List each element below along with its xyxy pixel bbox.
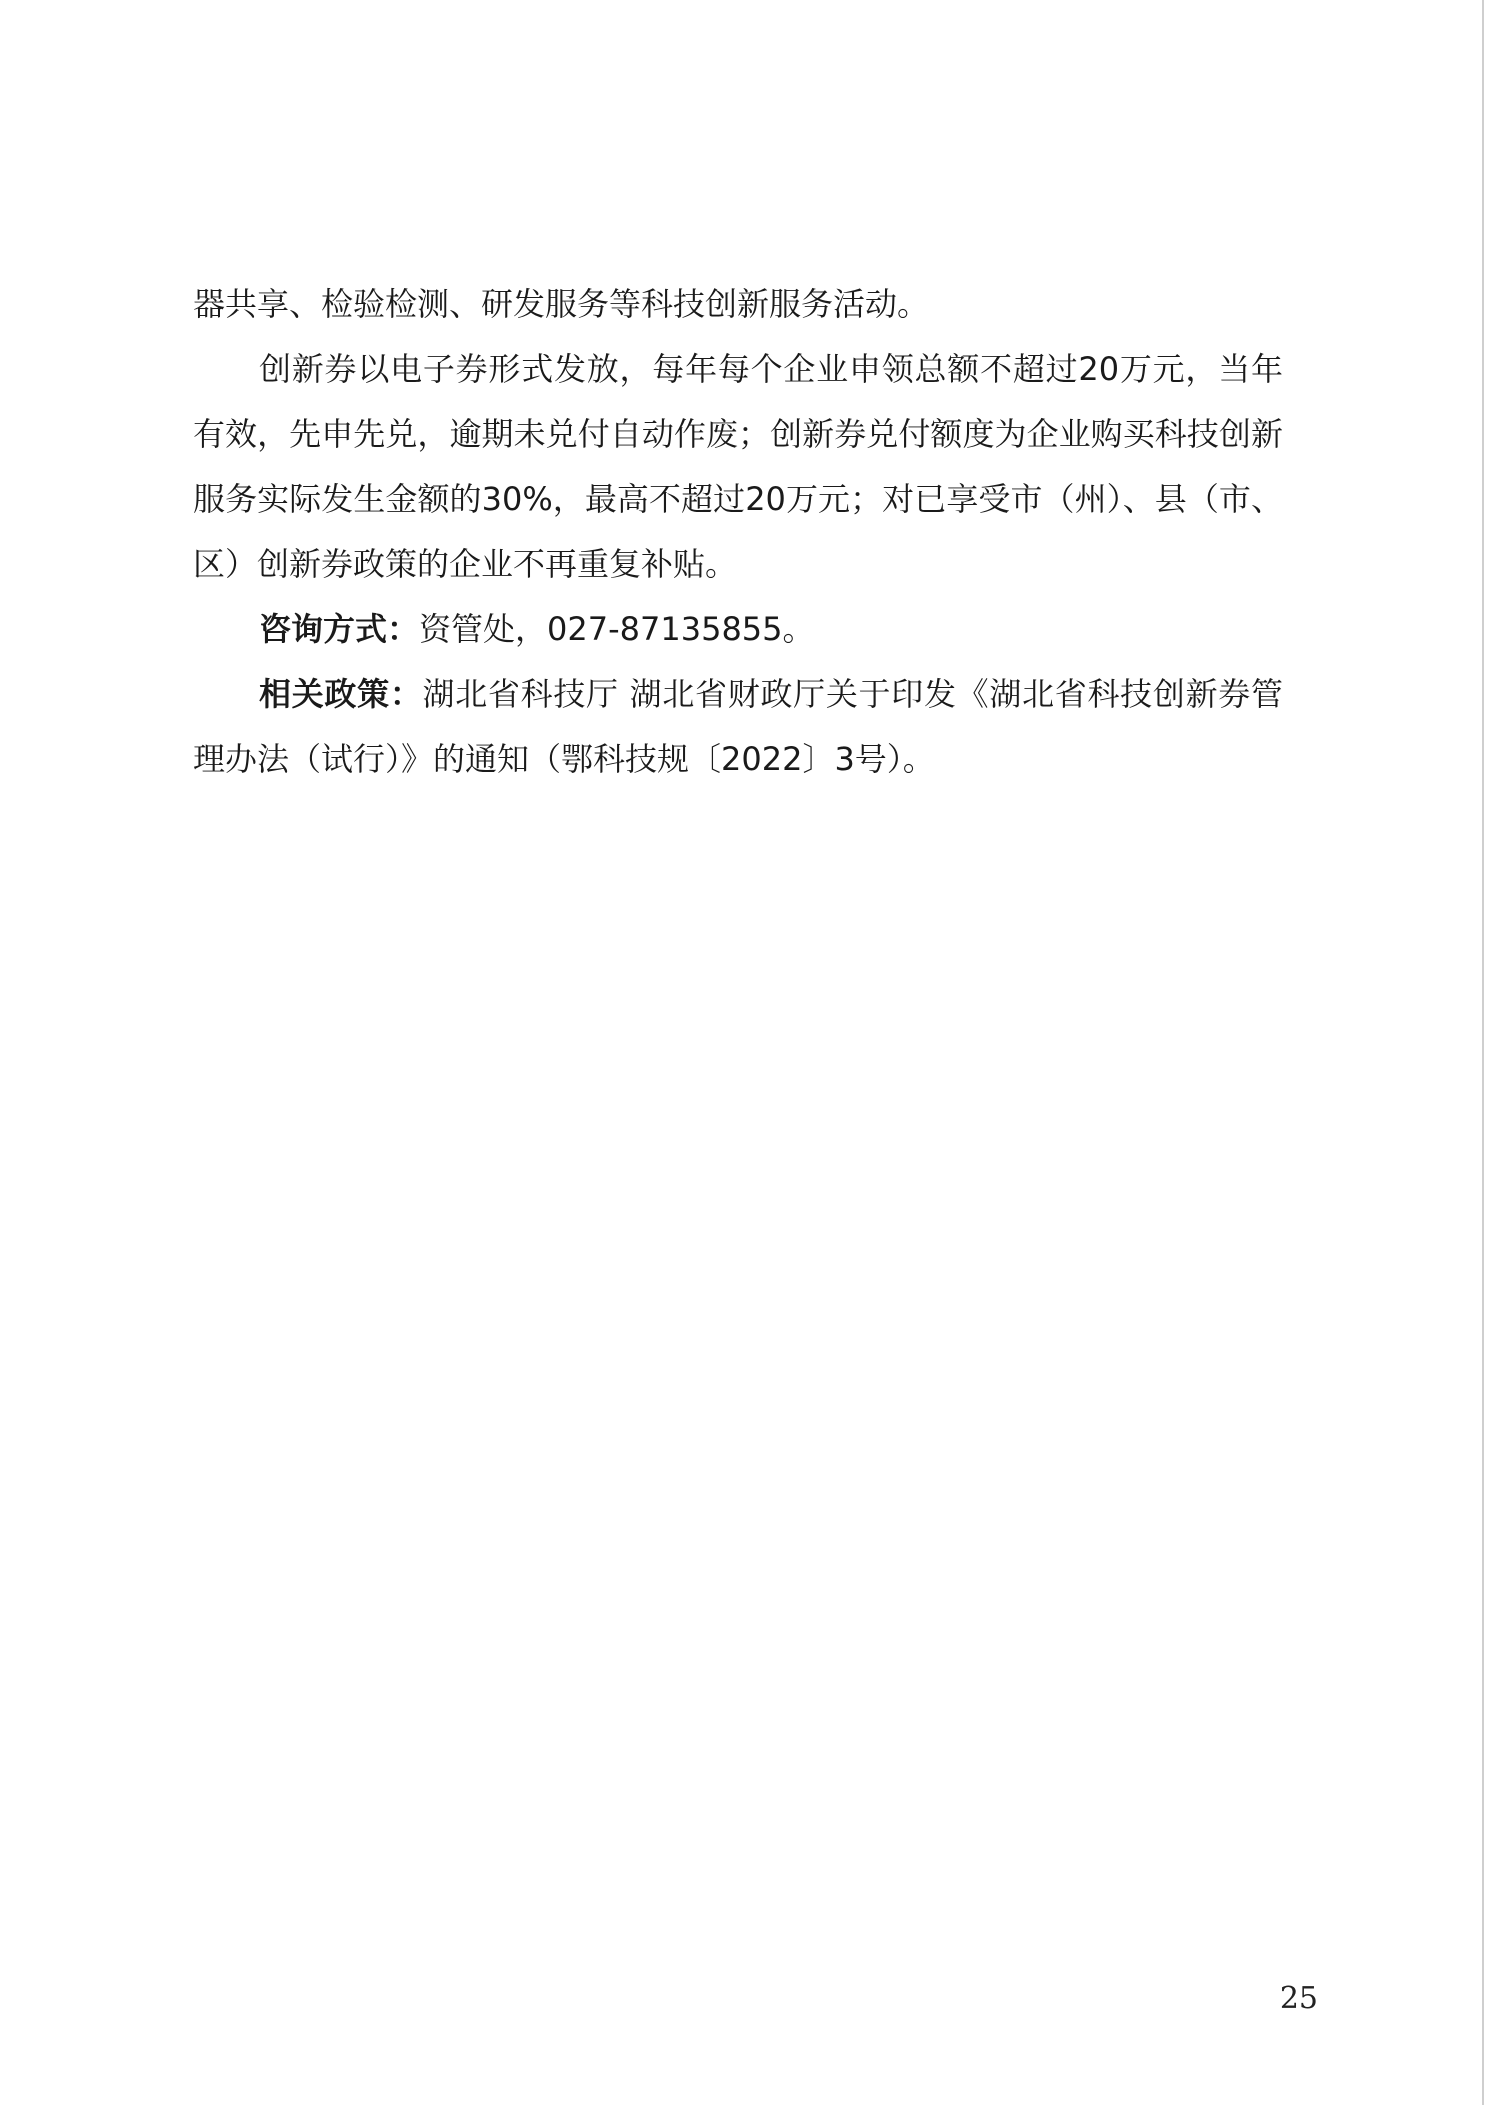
document-body — [193, 272, 1283, 792]
paragraph-related-policy — [193, 662, 1283, 792]
consultation-text: 资管处，027-87135855。 — [419, 610, 815, 648]
paragraph-continuation — [193, 272, 1283, 337]
consultation-label: 咨询方式： — [259, 610, 420, 648]
related-policy-text: 湖北省科技厅 湖北省财政厅关于印发《湖北省科技创新券管理办法（试行）》的通知（鄂科技规〔2022〕3号）。 — [193, 675, 1283, 778]
paragraph-text: 创新券以电子券形式发放，每年每个企业申领总额不超过20万元，当年有效，先申先兑，逾期未兑付自动作废；创新券兑付额度为企业购买科技创新服务实际发生金额的30%，最高不超过20万元；对已享受市（州）、县（市、区）创新券政策的企业不再重复补贴。 — [193, 350, 1283, 583]
paragraph-consultation — [193, 597, 1283, 662]
page-number: 25 — [1279, 1981, 1318, 2016]
related-policy-label: 相关政策： — [259, 675, 423, 713]
paragraph-text: 器共享、检验检测、研发服务等科技创新服务活动。 — [193, 285, 930, 323]
paragraph-innovation-voucher — [193, 337, 1283, 597]
